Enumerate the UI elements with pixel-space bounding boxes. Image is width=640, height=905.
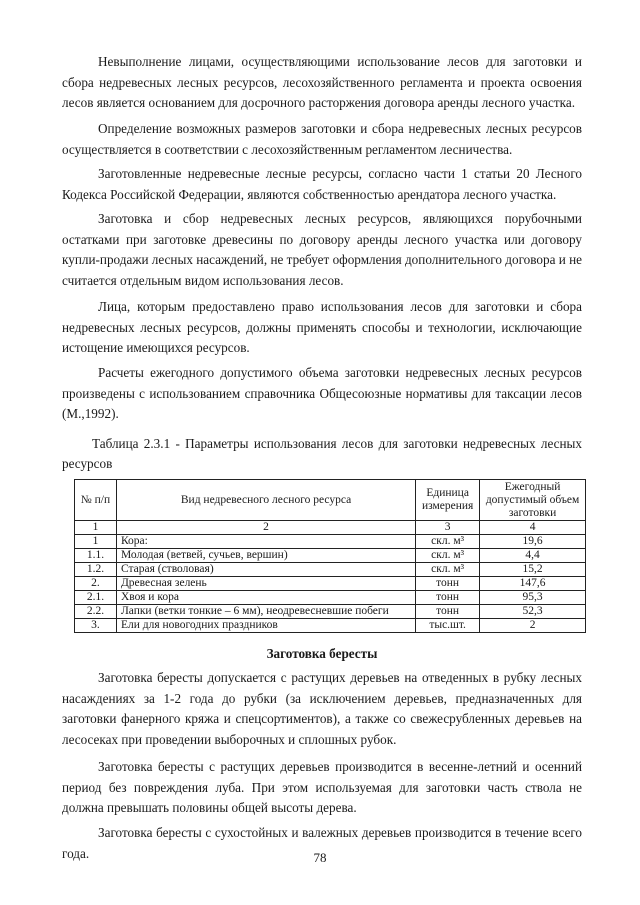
paragraph-birch-bark-deadwood: Заготовка бересты с сухостойных и валежных деревьев производится в течение всего года. [62, 825, 582, 861]
paragraph-birch-bark-allowed: Заготовка бересты допускается с растущих деревьев на отведенных в рубку лесных насаждениях за 1-2 года до рубки (за исключением деревьев, предназначенных для заготовки фанерного кряжа и спецсортиментов), а также со свежесрубленных деревьев на лесосеках при проведении выборочных и сплошных рубок. [62, 670, 582, 747]
row-value: 147,6 [480, 577, 586, 591]
row-unit: тонн [416, 577, 480, 591]
column-number: 4 [480, 521, 586, 535]
row-unit: тыс.шт. [416, 619, 480, 633]
row-num: 2. [75, 577, 117, 591]
column-number: 1 [75, 521, 117, 535]
row-value: 19,6 [480, 535, 586, 549]
header-volume: Ежегодный допустимый объем заготовки [480, 480, 586, 521]
row-value: 52,3 [480, 605, 586, 619]
row-name: Молодая (ветвей, сучьев, вершин) [116, 549, 415, 563]
row-name: Старая (стволовая) [116, 563, 415, 577]
row-name: Хвоя и кора [116, 591, 415, 605]
row-num: 1.1. [75, 549, 117, 563]
column-number: 2 [116, 521, 415, 535]
row-value: 2 [480, 619, 586, 633]
row-unit: скл. м³ [416, 535, 480, 549]
row-num: 1 [75, 535, 117, 549]
column-number-row [75, 521, 586, 535]
row-name: Древесная зелень [116, 577, 415, 591]
section-title: Заготовка бересты [266, 646, 378, 661]
table-header-row [75, 480, 586, 521]
table-row [75, 535, 586, 549]
paragraph-violation: Невыполнение лицами, осуществляющими использование лесов для заготовки и сбора недревесных лесных ресурсов, лесохозяйственного регламента и проекта освоения лесов является основанием для досрочного расторжения договора аренды лесного участка. [62, 54, 582, 110]
column-number: 3 [416, 521, 480, 535]
header-resource: Вид недревесного лесного ресурса [116, 480, 415, 521]
row-value: 95,3 [480, 591, 586, 605]
header-unit: Единица измерения [416, 480, 480, 521]
row-name: Кора: [116, 535, 415, 549]
row-num: 2.1. [75, 591, 117, 605]
row-num: 1.2. [75, 563, 117, 577]
row-unit: скл. м³ [416, 563, 480, 577]
table-caption: Таблица 2.3.1 - Параметры использования лесов для заготовки недревесных лесных ресурсов [62, 436, 582, 471]
paragraph-logging-residues: Заготовка и сбор недревесных лесных ресурсов, являющихся порубочными остатками при заготовке древесины по договору аренды лесного участка или договору купли-продажи лесных насаждений, не требует оформления дополнительного договора и не считается отдельным видом использования лесов. [62, 211, 582, 288]
row-unit: тонн [416, 605, 480, 619]
table-row [75, 619, 586, 633]
paragraph-determination: Определение возможных размеров заготовки и сбора недревесных лесных ресурсов осуществляется в соответствии с лесохозяйственным регламентом лесничества. [62, 121, 582, 157]
row-value: 4,4 [480, 549, 586, 563]
row-num: 2.2. [75, 605, 117, 619]
paragraph-ownership: Заготовленные недревесные лесные ресурсы, согласно части 1 статьи 20 Лесного Кодекса Российской Федерации, являются собственностью арендатора лесного участка. [62, 166, 582, 202]
row-unit: скл. м³ [416, 549, 480, 563]
table-row [75, 605, 586, 619]
row-num: 3. [75, 619, 117, 633]
table-row [75, 563, 586, 577]
table-row [75, 577, 586, 591]
row-value: 15,2 [480, 563, 586, 577]
header-num: № п/п [75, 480, 117, 521]
row-unit: тонн [416, 591, 480, 605]
parameters-table [74, 479, 586, 633]
paragraph-birch-bark-growing: Заготовка бересты с растущих деревьев производится в весенне-летний и осенний период без повреждения луба. При этом используемая для заготовки часть ствола не должна превышать половины общей высоты дерева. [62, 759, 582, 815]
table-row [75, 591, 586, 605]
paragraph-technologies: Лица, которым предоставлено право использования лесов для заготовки и сбора недревесных лесных ресурсов, должны применять способы и технологии, исключающие истощение имеющихся ресурсов. [62, 299, 582, 355]
table-row [75, 549, 586, 563]
row-name: Лапки (ветки тонкие – 6 мм), неодревесневшие побеги [116, 605, 415, 619]
paragraph-calculations: Расчеты ежегодного допустимого объема заготовки недревесных лесных ресурсов произведены с использованием справочника Общесоюзные нормативы для таксации лесов (М.,1992). [62, 365, 582, 421]
row-name: Ели для новогодних праздников [116, 619, 415, 633]
page-number: 78 [313, 850, 327, 865]
